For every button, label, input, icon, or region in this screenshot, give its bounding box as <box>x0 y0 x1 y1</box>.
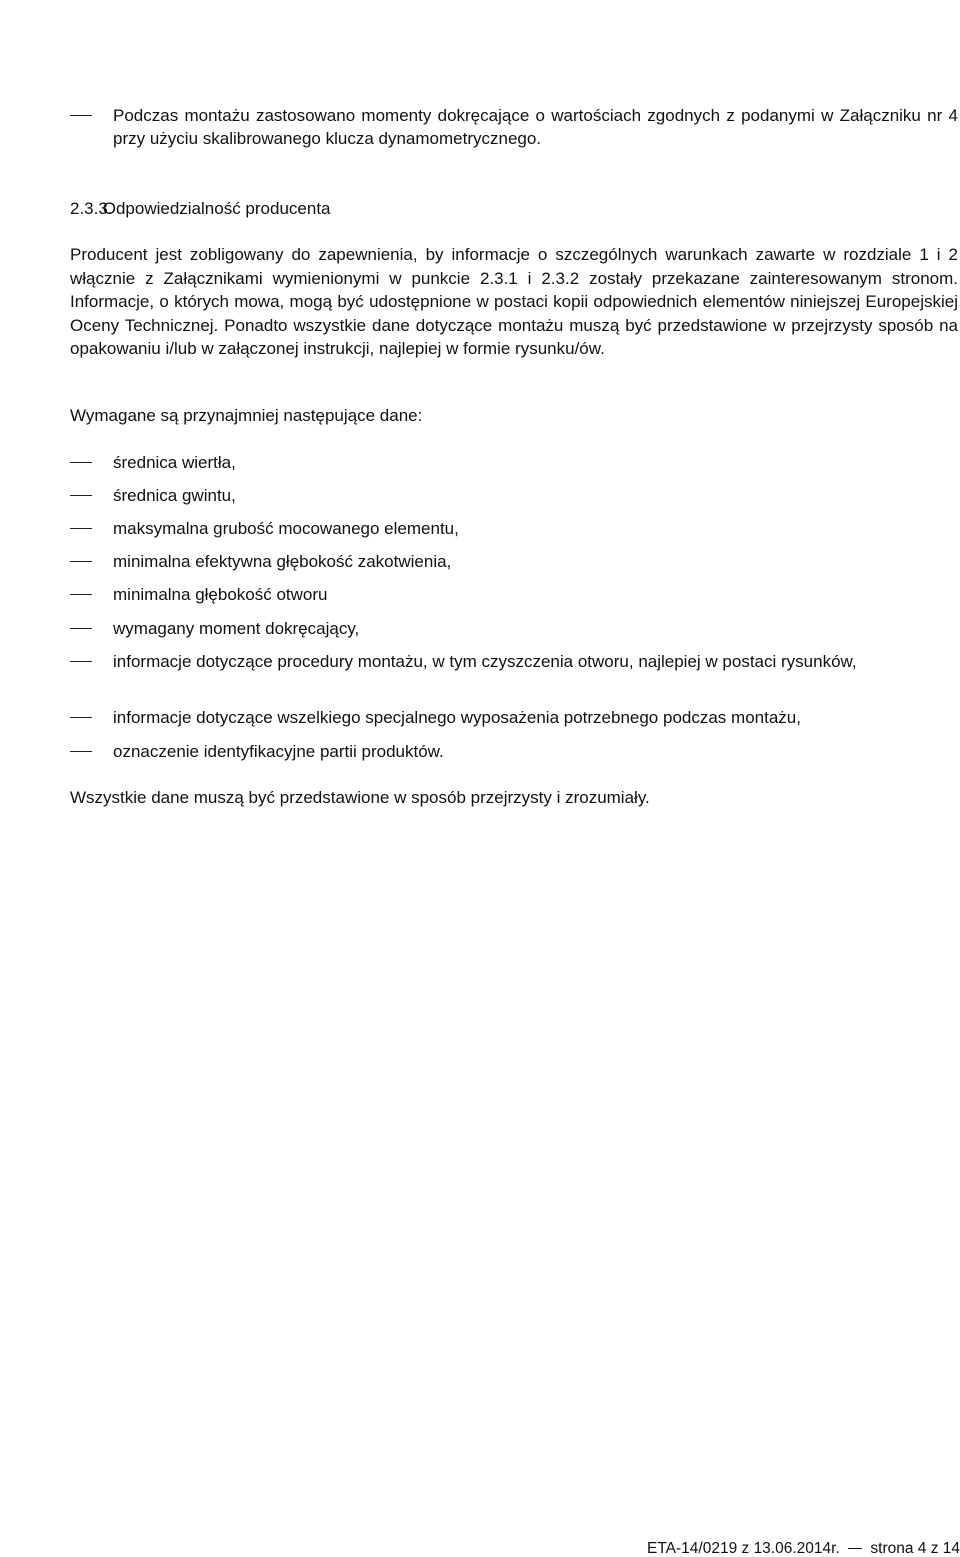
dash-bullet-icon <box>70 751 92 752</box>
dash-bullet-icon <box>70 628 92 629</box>
list-item <box>70 451 958 474</box>
list-item-text: minimalna efektywna głębokość zakotwienia, <box>113 552 452 571</box>
dash-bullet-icon <box>70 561 92 562</box>
list-item-text: oznaczenie identyfikacyjne partii produktów. <box>113 742 444 761</box>
list-item-text: minimalna głębokość otworu <box>113 585 328 604</box>
closing-statement: Wszystkie dane muszą być przedstawione w sposób przejrzysty i zrozumiały. <box>70 788 650 807</box>
footer-separator <box>848 1548 862 1549</box>
dash-bullet-icon <box>70 594 92 595</box>
footer-doc-ref: ETA-14/0219 z 13.06.2014r. <box>647 1540 840 1557</box>
dash-bullet-icon <box>70 462 92 463</box>
intro-list-item-text: Podczas montażu zastosowano momenty dokręcające o wartościach zgodnych z podanymi w Załączniku nr 4 przy użyciu skalibrowanego klucza dynamometrycznego. <box>113 106 958 148</box>
page-footer <box>647 1540 960 1557</box>
list-item-text: średnica wiertła, <box>113 453 236 472</box>
list-item-text: informacje dotyczące wszelkiego specjalnego wyposażenia potrzebnego podczas montażu, <box>113 708 801 727</box>
dash-bullet-icon <box>70 717 92 718</box>
section-title: Odpowiedzialność producenta <box>102 199 331 218</box>
paragraph-producer-obligation: Producent jest zobligowany do zapewnienia, by informacje o szczególnych warunkach zawarte w rozdziale 1 i 2 włącznie z Załącznikami wymienionymi w punkcie 2.3.1 i 2.3.2 zostały przekazane zainteresowanym stronom. Informacje, o których mowa, mogą być udostępnione w postaci kopii odpowiednich elementów niniejszej Europejskiej Oceny Technicznej. Ponadto wszystkie dane dotyczące montażu muszą być przedstawione w przejrzysty sposób na opakowaniu i/lub w załączonej instrukcji, najlepiej w formie rysunku/ów. <box>70 245 958 358</box>
list-item <box>70 583 958 606</box>
dash-bullet-icon <box>70 661 92 662</box>
list-item-text: informacje dotyczące procedury montażu, w tym czyszczenia otworu, najlepiej w postaci rysunków, <box>113 652 857 671</box>
intro-list-item <box>70 104 958 150</box>
section-number: 2.3.3. <box>70 199 113 218</box>
list-item <box>70 617 958 640</box>
list-item <box>70 650 958 673</box>
dash-bullet-icon <box>70 528 92 529</box>
header-line-1: Tłumaczenie Europejskiej Oceny Technicznej ETA-14/0219 EJOT THROUGH BOLTS BA-V, BA-F, BA-E, BA-E HCR <box>82 2 878 19</box>
list-item-text: maksymalna grubość mocowanego elementu, <box>113 519 459 538</box>
header-line-2: z języka angielskiego. W przypadku wątpliwości decydujący jest tekst oryginału. <box>206 21 754 38</box>
list-item-text: wymagany moment dokręcający, <box>113 619 360 638</box>
footer-page-number: strona 4 z 14 <box>870 1540 960 1557</box>
list-item <box>70 740 958 763</box>
dash-bullet-icon <box>70 115 92 116</box>
page-header <box>0 0 960 41</box>
dash-bullet-icon <box>70 495 92 496</box>
section-heading <box>70 197 331 220</box>
required-data-intro: Wymagane są przynajmniej następujące dane: <box>70 406 423 425</box>
list-item <box>70 550 958 573</box>
list-item <box>70 517 958 540</box>
list-item-text: średnica gwintu, <box>113 486 236 505</box>
list-item <box>70 484 958 507</box>
list-item <box>70 706 958 729</box>
